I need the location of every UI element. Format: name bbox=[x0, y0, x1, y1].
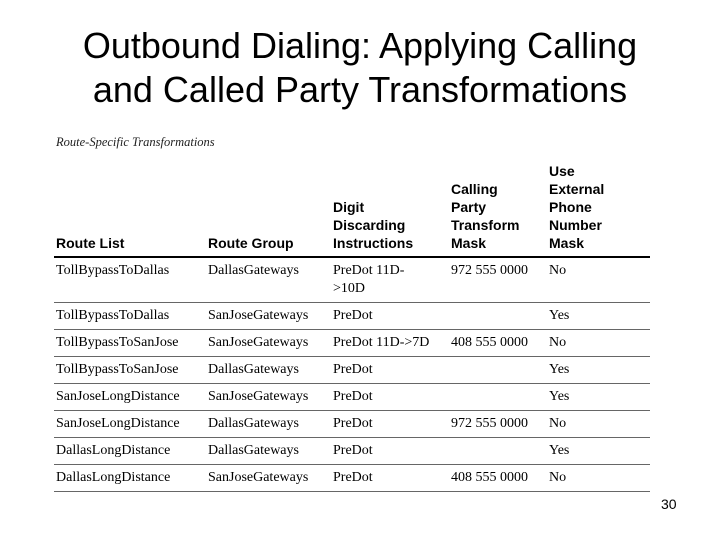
table-row bbox=[54, 357, 650, 384]
header-route-list-line: Route List bbox=[56, 235, 125, 251]
cell-digit-discarding-line: PreDot 11D- bbox=[333, 263, 405, 278]
table-caption: Route-Specific Transformations bbox=[56, 135, 215, 149]
header-calling-party-mask-line: Mask bbox=[451, 235, 487, 251]
cell-route-list: DallasLongDistance bbox=[54, 438, 206, 465]
cell-route-list: TollBypassToDallas bbox=[54, 257, 206, 303]
cell-calling-party-mask: 408 555 0000 bbox=[449, 330, 547, 357]
cell-route-group: DallasGateways bbox=[206, 411, 331, 438]
header-external-mask-line: External bbox=[549, 181, 605, 197]
cell-calling-party-mask: 972 555 0000 bbox=[449, 411, 547, 438]
table-row bbox=[54, 257, 650, 303]
cell-digit-discarding-line: >10D bbox=[333, 281, 366, 296]
cell-calling-party-mask bbox=[449, 303, 547, 330]
cell-route-group: SanJoseGateways bbox=[206, 384, 331, 411]
slide-title-line-1: Outbound Dialing: Applying Calling bbox=[82, 25, 638, 66]
cell-digit-discarding: PreDot bbox=[331, 384, 449, 411]
cell-route-group: DallasGateways bbox=[206, 257, 331, 303]
cell-route-group: SanJoseGateways bbox=[206, 465, 331, 492]
slide-title bbox=[0, 24, 720, 112]
cell-calling-party-mask bbox=[449, 438, 547, 465]
slide-title-line-2: and Called Party Transformations bbox=[92, 69, 628, 110]
header-digit-discarding-line: Discarding bbox=[333, 217, 406, 233]
table-row bbox=[54, 330, 650, 357]
header-calling-party-mask-line: Calling bbox=[451, 181, 498, 197]
page-number: 30 bbox=[661, 496, 677, 512]
header-route-group-line: Route Group bbox=[208, 235, 294, 251]
header-external-mask-line: Mask bbox=[549, 235, 585, 251]
cell-calling-party-mask bbox=[449, 384, 547, 411]
cell-external-mask: Yes bbox=[547, 303, 650, 330]
route-transformations-table bbox=[54, 162, 650, 492]
cell-digit-discarding bbox=[331, 257, 449, 303]
header-calling-party-mask-line: Transform bbox=[451, 217, 520, 233]
cell-external-mask: No bbox=[547, 411, 650, 438]
table-header bbox=[54, 162, 650, 257]
header-calling-party-mask bbox=[449, 162, 547, 257]
cell-route-list: DallasLongDistance bbox=[54, 465, 206, 492]
cell-route-list: SanJoseLongDistance bbox=[54, 411, 206, 438]
cell-digit-discarding: PreDot bbox=[331, 357, 449, 384]
table-body bbox=[54, 257, 650, 492]
cell-route-list: TollBypassToSanJose bbox=[54, 330, 206, 357]
cell-external-mask: Yes bbox=[547, 384, 650, 411]
cell-calling-party-mask: 972 555 0000 bbox=[449, 257, 547, 303]
table-row bbox=[54, 303, 650, 330]
cell-route-list: TollBypassToSanJose bbox=[54, 357, 206, 384]
table-header-row bbox=[54, 162, 650, 257]
header-external-mask-line: Use bbox=[549, 163, 575, 179]
cell-external-mask: Yes bbox=[547, 357, 650, 384]
cell-external-mask: No bbox=[547, 330, 650, 357]
cell-calling-party-mask: 408 555 0000 bbox=[449, 465, 547, 492]
header-external-mask bbox=[547, 162, 650, 257]
cell-digit-discarding: PreDot bbox=[331, 465, 449, 492]
cell-calling-party-mask bbox=[449, 357, 547, 384]
cell-route-list: TollBypassToDallas bbox=[54, 303, 206, 330]
cell-digit-discarding: PreDot 11D->7D bbox=[331, 330, 449, 357]
cell-route-group: DallasGateways bbox=[206, 357, 331, 384]
header-digit-discarding-line: Digit bbox=[333, 199, 365, 215]
cell-route-group: SanJoseGateways bbox=[206, 330, 331, 357]
cell-external-mask: Yes bbox=[547, 438, 650, 465]
cell-digit-discarding: PreDot bbox=[331, 411, 449, 438]
table-row bbox=[54, 384, 650, 411]
cell-route-group: SanJoseGateways bbox=[206, 303, 331, 330]
header-external-mask-line: Number bbox=[549, 217, 602, 233]
header-external-mask-line: Phone bbox=[549, 199, 592, 215]
table-row bbox=[54, 411, 650, 438]
cell-route-list: SanJoseLongDistance bbox=[54, 384, 206, 411]
header-route-list bbox=[54, 162, 206, 257]
cell-digit-discarding: PreDot bbox=[331, 303, 449, 330]
cell-digit-discarding: PreDot bbox=[331, 438, 449, 465]
header-digit-discarding-line: Instructions bbox=[333, 235, 414, 251]
header-route-group bbox=[206, 162, 331, 257]
header-calling-party-mask-line: Party bbox=[451, 199, 487, 215]
cell-external-mask: No bbox=[547, 465, 650, 492]
cell-route-group: DallasGateways bbox=[206, 438, 331, 465]
cell-external-mask: No bbox=[547, 257, 650, 303]
table-row bbox=[54, 465, 650, 492]
table-row bbox=[54, 438, 650, 465]
header-digit-discarding bbox=[331, 162, 449, 257]
